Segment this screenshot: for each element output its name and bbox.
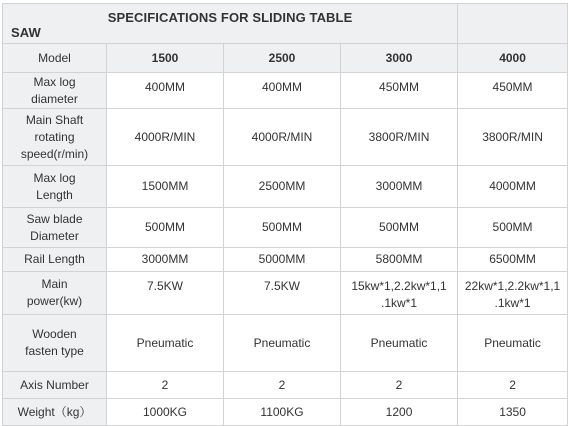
cell-value: 7.5KW: [107, 272, 224, 315]
table-row: [3, 248, 568, 272]
cell-value: 1500MM: [107, 166, 224, 208]
model-1500-header: 1500: [107, 44, 224, 73]
table-row: [3, 399, 568, 426]
cell-value: Pneumatic: [458, 315, 568, 372]
row-label-saw-blade-diameter: Saw blade Diameter: [3, 208, 107, 248]
row-label-wooden-fasten-type: Wooden fasten type: [3, 315, 107, 372]
title-text: SPECIFICATIONS FOR SLIDING TABLE: [107, 10, 353, 25]
cell-value: Pneumatic: [341, 315, 458, 372]
row-label-main-shaft-speed: Main Shaft rotating speed(r/min): [3, 109, 107, 166]
table-title: [3, 4, 458, 44]
cell-value: 4000R/MIN: [224, 109, 341, 166]
cell-value: 4000R/MIN: [107, 109, 224, 166]
cell-value: 7.5KW: [224, 272, 341, 315]
table-row: [3, 109, 568, 166]
table-row: [3, 315, 568, 372]
cell-value: 3800R/MIN: [458, 109, 568, 166]
model-2500-header: 2500: [224, 44, 341, 73]
cell-value: 2: [224, 372, 341, 399]
table-row: [3, 272, 568, 315]
cell-value: 1200: [341, 399, 458, 426]
table-row: [3, 208, 568, 248]
row-label-rail-length: Rail Length: [3, 248, 107, 272]
cell-value: 3000MM: [107, 248, 224, 272]
cell-value: 1100KG: [224, 399, 341, 426]
cell-value: 3000MM: [341, 166, 458, 208]
cell-value: 3800R/MIN: [341, 109, 458, 166]
cell-value: Pneumatic: [107, 315, 224, 372]
title-row: [3, 4, 568, 44]
cell-value: 500MM: [341, 208, 458, 248]
spec-table: [2, 3, 568, 426]
model-4000-header: 4000: [458, 44, 568, 73]
cell-value: 500MM: [107, 208, 224, 248]
cell-value: 2: [341, 372, 458, 399]
model-label: Model: [3, 44, 107, 73]
cell-value: 450MM: [341, 73, 458, 109]
section-label: SAW: [11, 25, 41, 40]
cell-value: 500MM: [458, 208, 568, 248]
cell-value: 5000MM: [224, 248, 341, 272]
table-row: [3, 166, 568, 208]
cell-value: 2500MM: [224, 166, 341, 208]
cell-value: 2: [458, 372, 568, 399]
title-blank-cell: [458, 4, 568, 44]
cell-value: 1350: [458, 399, 568, 426]
cell-value: 450MM: [458, 73, 568, 109]
table-row: [3, 73, 568, 109]
table-row: [3, 372, 568, 399]
row-label-max-log-length: Max log Length: [3, 166, 107, 208]
cell-value: 2: [107, 372, 224, 399]
row-label-main-power: Main power(kw): [3, 272, 107, 315]
row-label-axis-number: Axis Number: [3, 372, 107, 399]
cell-value: 1000KG: [107, 399, 224, 426]
row-label-weight: Weight（kg）: [3, 399, 107, 426]
row-label-max-log-diameter: Max log diameter: [3, 73, 107, 109]
cell-value: 6500MM: [458, 248, 568, 272]
cell-value: 4000MM: [458, 166, 568, 208]
cell-value: 5800MM: [341, 248, 458, 272]
model-row: [3, 44, 568, 73]
cell-value: 500MM: [224, 208, 341, 248]
model-3000-header: 3000: [341, 44, 458, 73]
cell-value: Pneumatic: [224, 315, 341, 372]
cell-value: 15kw*1,2.2kw*1,1 .1kw*1: [341, 272, 458, 315]
cell-value: 22kw*1,2.2kw*1,1 .1kw*1: [458, 272, 568, 315]
cell-value: 400MM: [107, 73, 224, 109]
cell-value: 400MM: [224, 73, 341, 109]
